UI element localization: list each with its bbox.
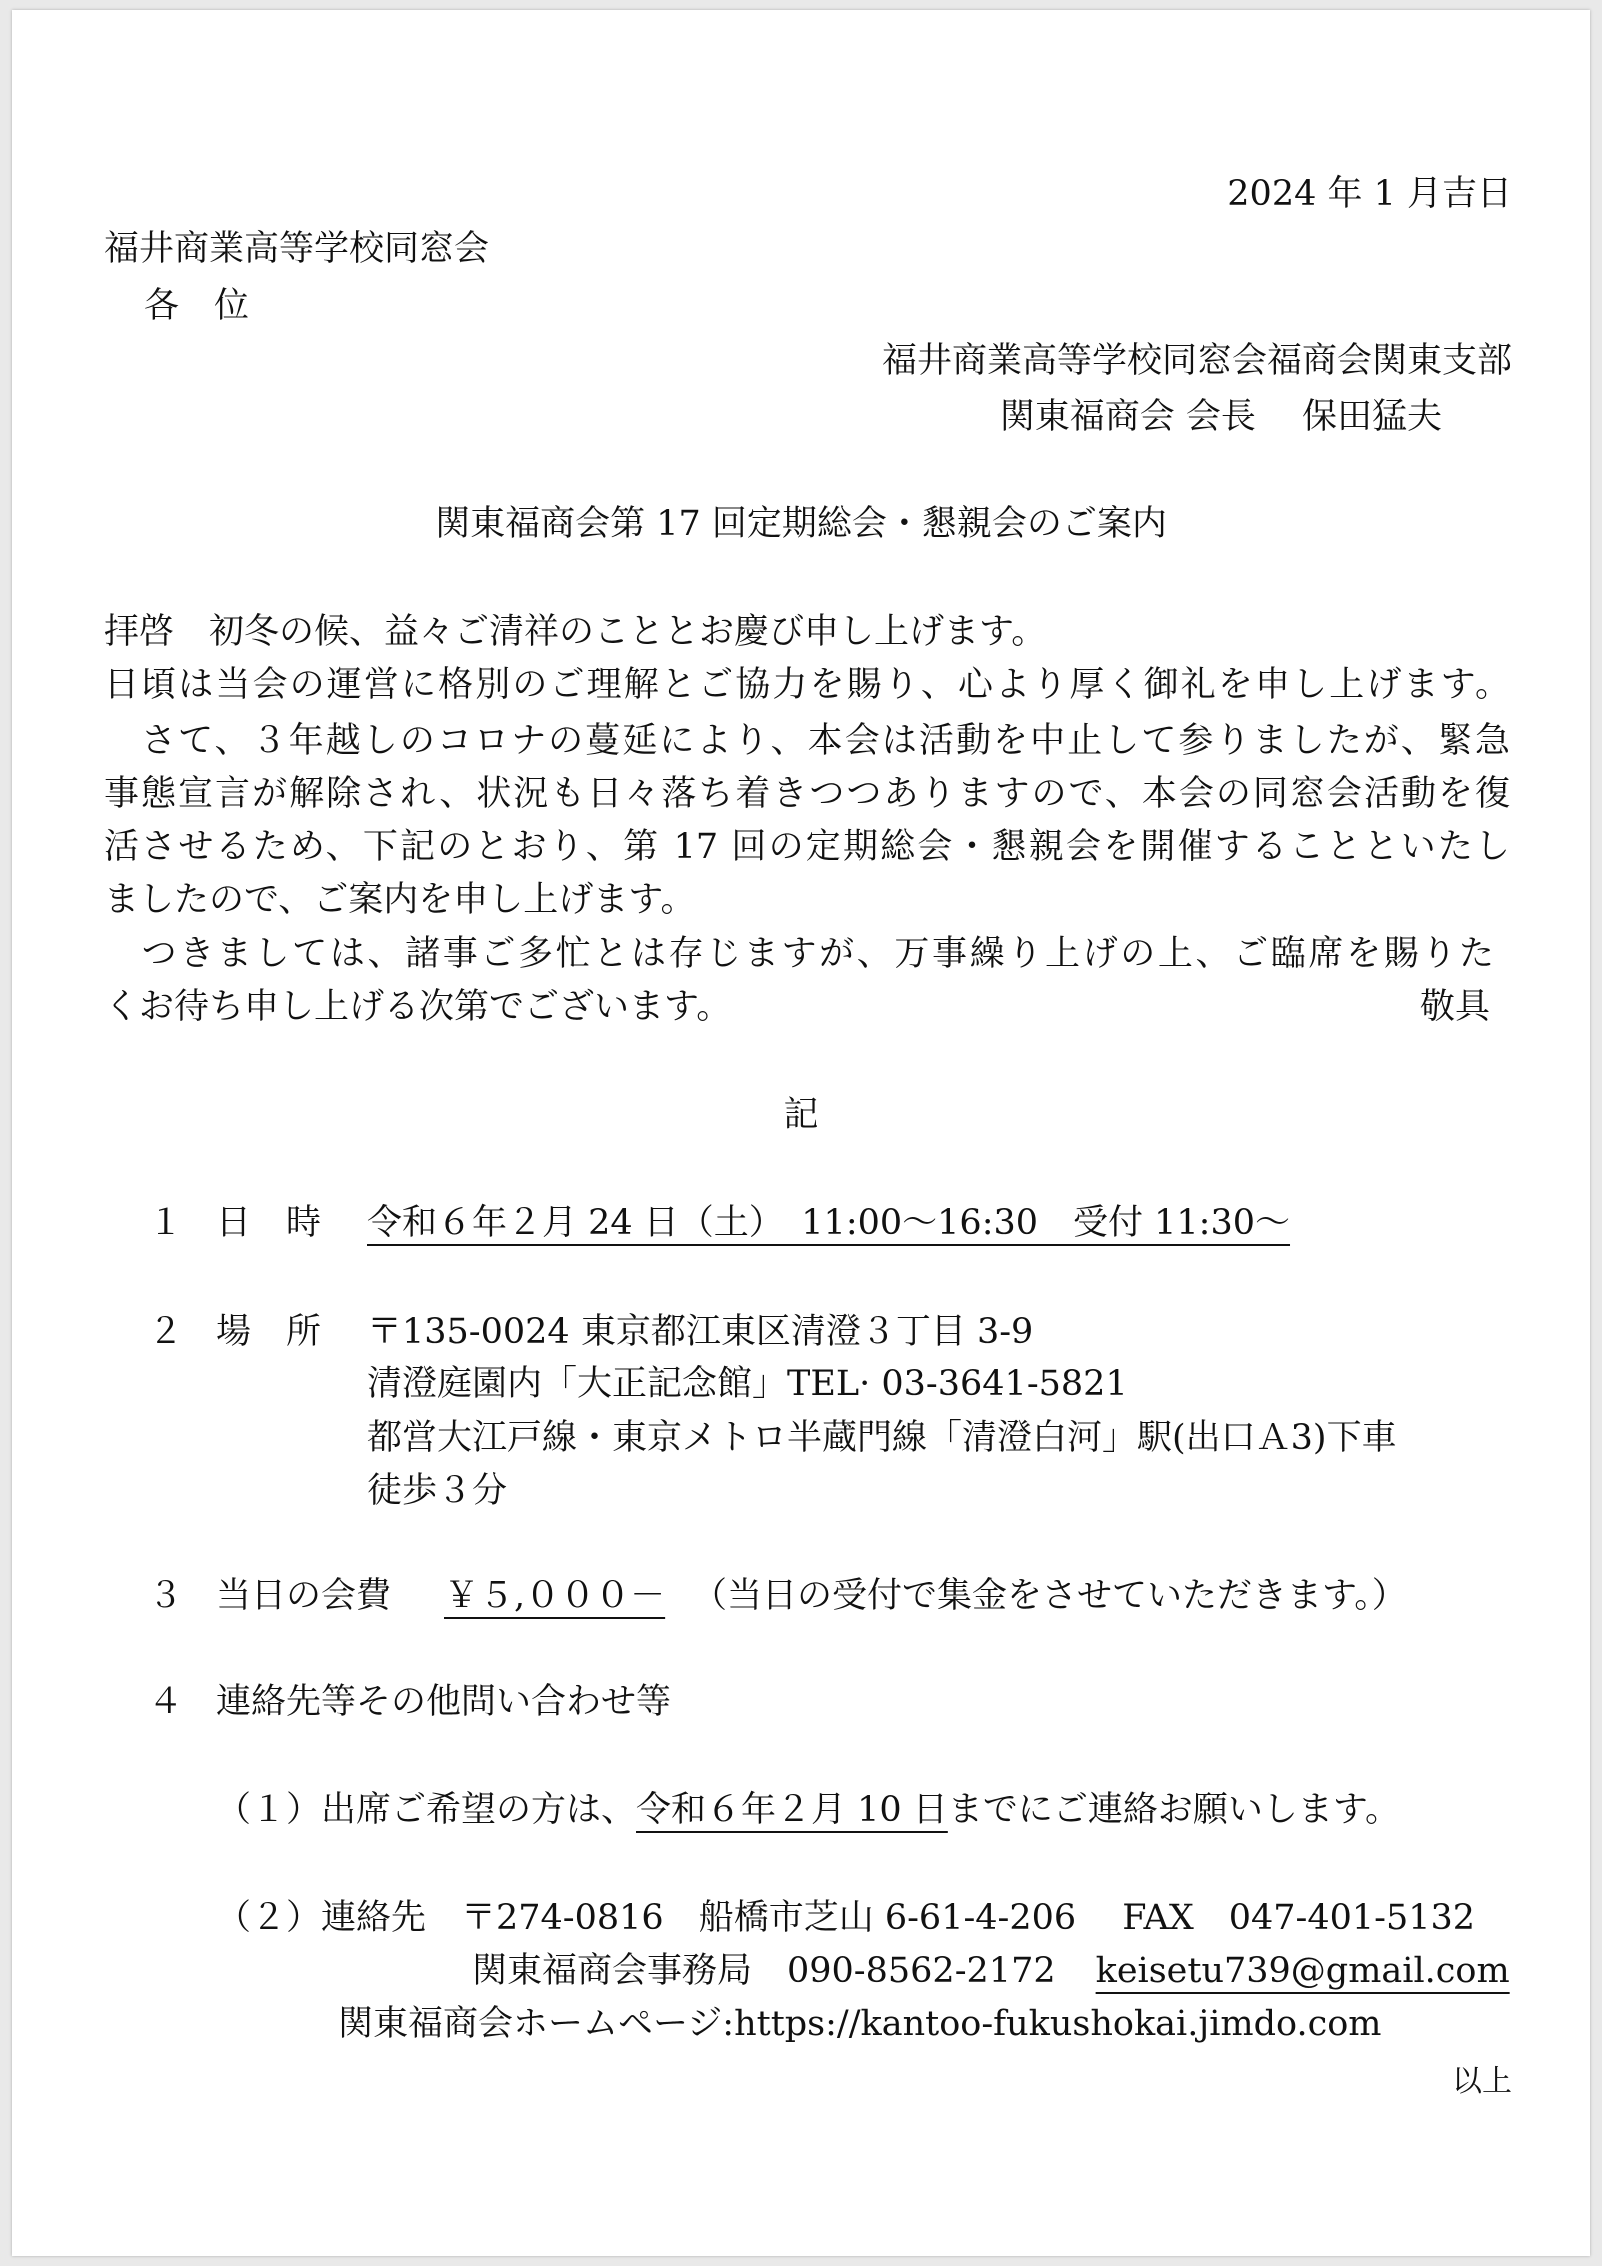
letter-date: 2024 年 1 月吉日 <box>1227 174 1512 214</box>
item-3-amount: ￥５,０００－ <box>444 1576 666 1616</box>
item-2-address: 〒135-0024 東京都江東区清澄３丁目 3-9 <box>367 1312 1034 1352</box>
office-phone: 関東福商会事務局 090-8562-2172 <box>472 1951 1056 1991</box>
body-line-8: くお待ち申し上げる次第でございます。 <box>104 987 732 1027</box>
item-3-label: 当日の会費 <box>216 1576 392 1616</box>
item-1-label: 日 時 <box>216 1203 322 1243</box>
item-4-number: ４ <box>148 1682 184 1722</box>
item-4-sub-1 <box>216 1790 1400 1830</box>
sub-1-deadline: 令和６年２月 10 日 <box>636 1790 948 1830</box>
item-1-number: １ <box>148 1203 184 1243</box>
item-4-sub-2-office <box>472 1951 1510 1991</box>
sender-line-2: 関東福商会 会長 保田猛夫 <box>999 397 1442 437</box>
body-line-1: 拝啓 初冬の候、益々ご清祥のこととお慶び申し上げます。 <box>104 612 1047 652</box>
recipient-line-1: 福井商業高等学校同窓会 <box>104 229 490 269</box>
document-title: 関東福商会第 17 回定期総会・懇親会のご案内 <box>435 504 1167 544</box>
homepage-line[interactable]: 関東福商会ホームページ:https://kantoo-fukushokai.jimdo.com <box>338 2004 1382 2044</box>
body-line-3: さて、３年越しのコロナの蔓延により、本会は活動を中止して参りましたが、緊急 <box>104 721 1510 761</box>
item-2-venue: 清澄庭園内「大正記念館」TEL· 03-3641-5821 <box>367 1364 1128 1404</box>
item-2-station: 都営大江戸線・東京メトロ半蔵門線「清澄白河」駅(出口Ａ3)下車 <box>367 1418 1397 1458</box>
sub-1-suffix: までにご連絡お願いします。 <box>947 1790 1401 1830</box>
item-3-number: ３ <box>148 1576 184 1616</box>
item-2-number: ２ <box>148 1312 184 1352</box>
sub-1-prefix: （１）出席ご希望の方は、 <box>216 1790 637 1830</box>
recipient-line-2: 各 位 <box>144 286 250 326</box>
body-line-4: 事態宣言が解除され、状況も日々落ち着きつつありますので、本会の同窓会活動を復 <box>104 774 1510 814</box>
item-1-datetime: 令和６年２月 24 日（土） 11:00～16:30 受付 11:30～ <box>367 1203 1291 1243</box>
body-line-5: 活させるため、下記のとおり、第 17 回の定期総会・懇親会を開催することといたし <box>104 827 1510 867</box>
ki-heading: 記 <box>783 1095 819 1135</box>
sender-line-1: 福井商業高等学校同窓会福商会関東支部 <box>881 341 1512 381</box>
email-address[interactable]: keisetu739@gmail.com <box>1095 1951 1510 1991</box>
letter-page <box>12 10 1590 2256</box>
item-4-label: 連絡先等その他問い合わせ等 <box>216 1682 672 1722</box>
body-line-6: ましたので、ご案内を申し上げます。 <box>104 880 696 920</box>
end-word: 以上 <box>1452 2064 1512 2099</box>
item-2-walk: 徒歩３分 <box>367 1471 508 1511</box>
item-3-note: （当日の受付で集金をさせていただきます。） <box>692 1576 1407 1616</box>
closing-word: 敬具 <box>1419 987 1490 1027</box>
body-line-2: 日頃は当会の運営に格別のご理解とご協力を賜り、心より厚く御礼を申し上げます。 <box>104 665 1510 705</box>
body-line-7: つきましては、諸事ご多忙とは存じますが、万事繰り上げの上、ご臨席を賜りた <box>104 934 1494 974</box>
item-4-sub-2-line-1: （２）連絡先 〒274-0816 船橋市芝山 6-61-4-206 FAX 047-401-5132 <box>216 1898 1476 1938</box>
item-2-label: 場 所 <box>216 1312 322 1352</box>
